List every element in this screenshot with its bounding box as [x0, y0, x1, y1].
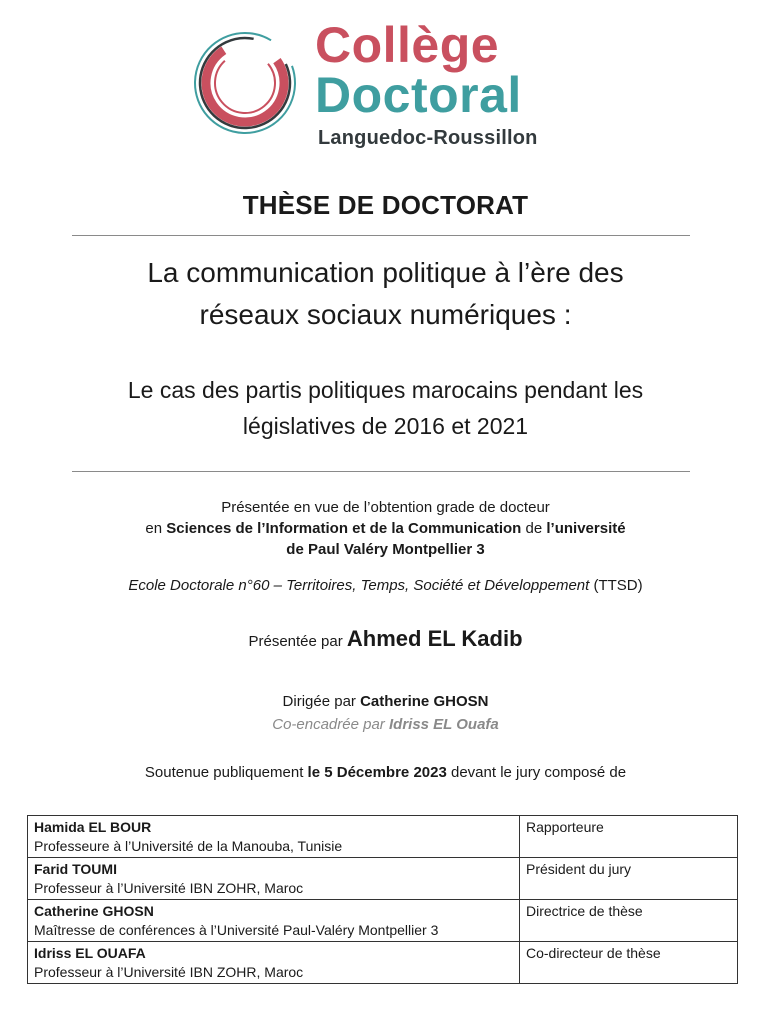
presented-by-label: Présentée par [248, 633, 343, 650]
jury-member-role: Rapporteure [520, 816, 738, 858]
co-supervisor-name: Idriss EL Ouafa [388, 716, 499, 733]
university-label: l’université [546, 520, 626, 537]
jury-member-cell [28, 858, 520, 900]
thesis-subtitle-line-1: Le cas des partis politiques marocains pendant les [127, 377, 644, 403]
thesis-title-line-2: réseaux sociaux numériques : [199, 299, 572, 330]
jury-member-cell [28, 816, 520, 858]
thesis-subtitle [0, 372, 771, 444]
jury-member-affiliation: Professeure à l’Université de la Manouba, Tunisie [34, 838, 343, 854]
degree-statement-line-3 [0, 539, 771, 560]
doctoral-school-name: Ecole Doctorale n°60 – Territoires, Temps, Société et Développement [128, 577, 590, 594]
jury-member-affiliation: Professeur à l’Université IBN ZOHR, Maroc [34, 964, 304, 980]
degree-statement-line-1: Présentée en vue de l’obtention grade de docteur [221, 499, 550, 516]
directed-by-label: Dirigée par [282, 693, 356, 710]
degree-mid: de [525, 520, 543, 537]
jury-member-name: Catherine GHOSN [34, 903, 154, 919]
directed-by [0, 693, 771, 710]
logo-line-doctoral: Doctoral [315, 67, 522, 123]
jury-member-cell [28, 942, 520, 984]
jury-member-affiliation: Maîtresse de conférences à l’Université Paul-Valéry Montpellier 3 [34, 922, 439, 938]
university-name: de Paul Valéry Montpellier 3 [286, 541, 485, 558]
co-supervised-by [0, 716, 771, 733]
logo-line-college: Collège [315, 17, 500, 73]
doctoral-school-abbr: (TTSD) [593, 577, 643, 594]
logo-line-region: Languedoc-Roussillon [318, 127, 538, 149]
jury-member-role: Co-directeur de thèse [520, 942, 738, 984]
thesis-title-line-1: La communication politique à l’ère des [147, 257, 624, 288]
defense-prefix: Soutenue publiquement [144, 764, 304, 781]
jury-member-cell [28, 900, 520, 942]
presented-by [0, 626, 771, 652]
defense-statement [0, 764, 771, 781]
degree-statement [0, 497, 771, 560]
doctoral-school [0, 577, 771, 594]
jury-member-role: Directrice de thèse [520, 900, 738, 942]
divider-bottom [72, 471, 690, 472]
jury-member-name: Farid TOUMI [34, 861, 117, 877]
degree-prefix: en [145, 520, 163, 537]
degree-statement-line-2 [0, 518, 771, 539]
divider-top [72, 235, 690, 236]
table-row [28, 900, 738, 942]
co-supervised-label: Co-encadrée par [272, 716, 385, 733]
author-name: Ahmed EL Kadib [346, 626, 523, 651]
table-row [28, 942, 738, 984]
defense-date: le 5 Décembre 2023 [307, 764, 447, 781]
jury-member-name: Hamida EL BOUR [34, 819, 152, 835]
table-row [28, 816, 738, 858]
jury-table [27, 815, 738, 984]
defense-suffix: devant le jury composé de [450, 764, 627, 781]
thesis-subtitle-line-2: législatives de 2016 et 2021 [242, 413, 529, 439]
document-type-heading: THÈSE DE DOCTORAT [242, 190, 529, 220]
jury-member-role: Président du jury [520, 858, 738, 900]
director-name: Catherine GHOSN [360, 693, 489, 710]
college-doctoral-logo-icon [180, 18, 310, 148]
thesis-title [0, 252, 771, 336]
discipline: Sciences de l’Information et de la Communication [166, 520, 522, 537]
table-row [28, 858, 738, 900]
jury-member-name: Idriss EL OUAFA [34, 945, 146, 961]
jury-member-affiliation: Professeur à l’Université IBN ZOHR, Maroc [34, 880, 304, 896]
